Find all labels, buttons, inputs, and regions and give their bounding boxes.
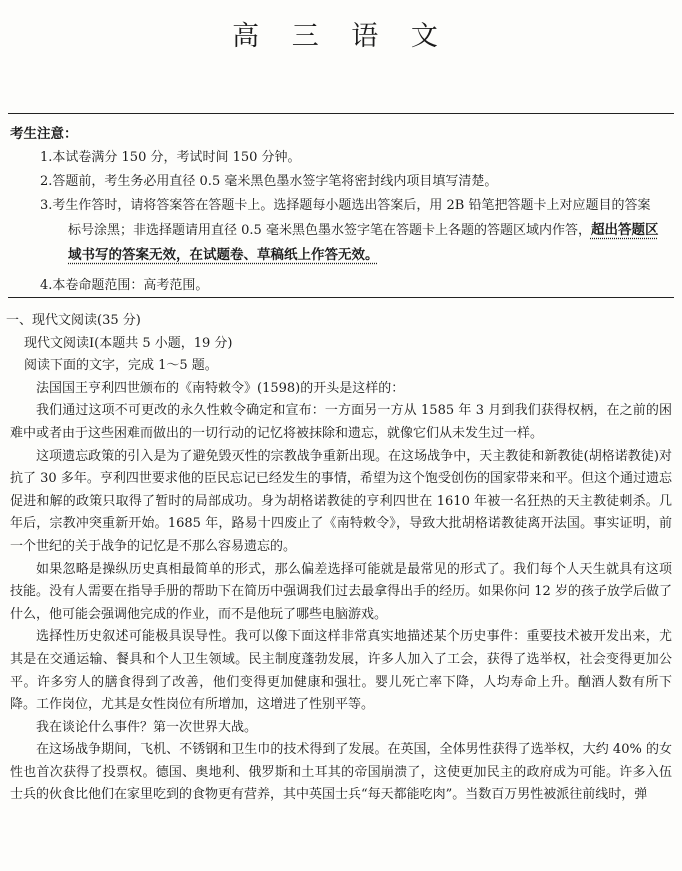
paragraph-6: 我在谈论什么事件？第一次世界大战。	[36, 719, 258, 735]
paragraph-5: 选择性历史叙述可能极具误导性。我可以像下面这样非常真实地描述某个历史事件：重要技术被开发出来，尤其是在交通运输、餐具和个人卫生领域。民主制度蓬勃发展，许多人加入了工会，获得了选举权，社会变得更加公平。许多穷人的膳食得到了改善，他们变得更加健康和强壮。婴儿死亡率下降，人均寿命上升。酗酒人数有所下降。工作岗位，尤其是女性岗位有所增加，这增进了性别平等。	[10, 629, 672, 713]
notice-item-3-emphasis-2: 域书写的答案无效，在试题卷、草稿纸上作答无效。	[68, 247, 379, 263]
paragraph-3: 这项遗忘政策的引入是为了避免毁灭性的宗教战争重新出现。在这场战争中，天主教徒和新教徒(胡格诺教徒)对抗了 30 多年。亨利四世要求他的臣民忘记已经发生的事情，希望为这个饱受创伤的国家带来和平。但这个通过遗忘促进和解的政策只取得了暂时的局部成功。身为胡格诺教徒的亨利四世在 1610 年被一名狂热的天主教徒刺杀。几年后，宗教冲突重新开始。1685 年，路易十四废止了《南特敕令》，导致大批胡格诺教徒离开法国。事实证明，前一个世纪的关于战争的记忆是不那么容易遗忘的。	[10, 448, 672, 554]
paragraph-7: 在这场战争期间，飞机、不锈钢和卫生巾的技术得到了发展。在英国，全体男性获得了选举权，大约 40% 的女性也首次获得了投票权。德国、奥地利、俄罗斯和土耳其的帝国崩溃了，这使更加民主的政府成为可能。许多入伍士兵的伙食比他们在家里吃到的食物更有营养，其中英国士兵“每天都能吃肉”。当数百万男性被派往前线时，弹	[10, 742, 672, 803]
paragraph-2: 我们通过这项不可更改的永久性敕令确定和宣布：一方面另一方从 1585 年 3 月到我们获得权柄，在之前的困难中或者由于这些困难而做出的一切行动的记忆将被抹除和遗忘，就像它们从未发生过一样。	[10, 403, 672, 441]
instruction-text: 阅读下面的文字，完成 1～5 题。	[24, 358, 218, 374]
notice-item-3-text: 标号涂黑；非选择题请用直径 0.5 毫米黑色墨水签字笔在答题卡上各题的答题区域内作答，	[68, 223, 591, 238]
bottom-divider	[8, 297, 674, 298]
notice-item-3-emphasis-line	[10, 243, 670, 268]
notice-heading: 考生注意：	[10, 126, 78, 142]
page-title: 高 三 语 文	[232, 21, 450, 52]
notice-item-3-continued	[10, 218, 670, 243]
exam-notice	[10, 122, 670, 298]
section-heading: 一、现代文阅读(35 分)	[6, 313, 141, 328]
paragraph-1: 法国国王亨利四世颁布的《南特敕令》(1598)的开头是这样的：	[36, 380, 405, 396]
notice-item-3: 3.考生作答时，请将答案答在答题卡上。选择题每小题选出答案后，用 2B 铅笔把答题卡上对应题目的答案	[40, 198, 651, 213]
top-divider	[8, 113, 674, 114]
notice-item-4: 4.本卷命题范围：高考范围。	[40, 278, 209, 293]
notice-item-2: 2.答题前，考生务必用直径 0.5 毫米黑色墨水签字笔将密封线内项目填写清楚。	[40, 174, 498, 189]
subsection-heading: 现代文阅读Ⅰ(本题共 5 小题，19 分)	[24, 335, 233, 351]
notice-item-1: 1.本试卷满分 150 分，考试时间 150 分钟。	[40, 150, 301, 165]
paragraph-4: 如果忽略是操纵历史真相最简单的形式，那么偏差选择可能就是最常见的形式了。我们每个人天生就具有这项技能。没有人需要在指导手册的帮助下在简历中强调我们过去最拿得出手的经历。如果你问 12 岁的孩子放学后做了什么，他可能会强调他完成的作业，而不是他玩了哪些电脑游戏。	[10, 561, 672, 622]
reading-section	[6, 310, 672, 807]
notice-item-3-emphasis: 超出答题区	[590, 222, 659, 238]
